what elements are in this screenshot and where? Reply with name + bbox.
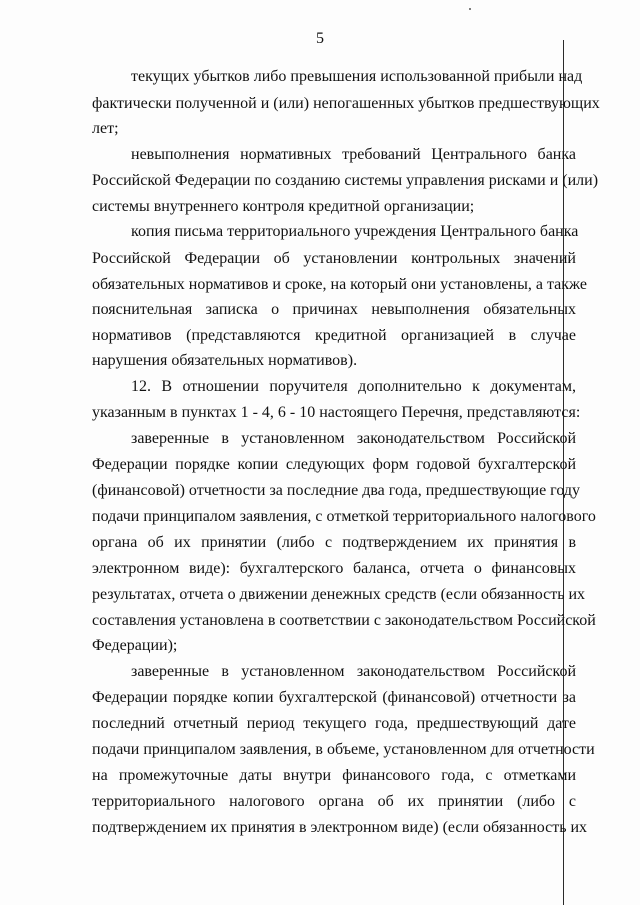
text-line: указанным в пунктах 1 - 4, 6 - 10 настоящего Перечня, представляются: [92, 404, 581, 421]
text-line: органа об их принятии (либо с подтверждением их принятия в [92, 534, 576, 551]
text-line: заверенные в установленном законодательством Российской [131, 663, 576, 680]
text-line: лет; [92, 120, 119, 137]
text-line: невыполнения нормативных требований Центрального банка [131, 146, 576, 163]
text-line: последний отчетный период текущего года, предшествующий дате [92, 715, 576, 732]
text-line: фактически полученной и (или) непогашенных убытков предшествующих [92, 95, 600, 112]
text-line: подачи принципалом заявления, в объеме, установленном для отчетности [92, 741, 595, 758]
text-line: (финансовой) отчетности за последние два года, предшествующие году [92, 482, 581, 499]
text-line: нормативов (представляются кредитной организацией в случае [92, 327, 576, 344]
text-line: копия письма территориального учреждения Центрального банка [131, 223, 579, 240]
text-line: результатах, отчета о движении денежных средств (если обязанность их [92, 586, 586, 603]
text-line: Российской Федерации об установлении контрольных значений [92, 250, 576, 267]
text-line: электронном виде): бухгалтерского баланса, отчета о финансовых [92, 560, 576, 577]
text-line: пояснительная записка о причинах невыполнения обязательных [92, 301, 576, 318]
text-line: Российской Федерации по созданию системы управления рисками и (или) [92, 172, 599, 189]
text-line: подачи принципалом заявления, с отметкой территориального налогового [92, 508, 596, 525]
text-line: нарушения обязательных нормативов). [92, 352, 358, 369]
text-line: Федерации порядке копии бухгалтерской (финансовой) отчетности за [92, 689, 576, 706]
text-line: на промежуточные даты внутри финансового года, с отметками [92, 767, 576, 784]
text-line: подтверждением их принятия в электронном виде) (если обязанность их [92, 819, 588, 836]
text-line: Федерации порядке копии следующих форм годовой бухгалтерской [92, 456, 576, 473]
text-line: обязательных нормативов и сроке, на который они установлены, а также [92, 276, 587, 293]
text-line: составления установлена в соответствии с законодательством Российской [92, 612, 596, 629]
text-line: территориального налогового органа об их принятии (либо с [92, 793, 576, 810]
page-number: 5 [316, 30, 324, 47]
section-12-heading-line: 12. В отношении поручителя дополнительно к документам, [131, 378, 576, 395]
text-line: Федерации); [92, 637, 178, 654]
text-line: текущих убытков либо превышения использованной прибыли над [131, 68, 583, 85]
text-line: системы внутреннего контроля кредитной организации; [92, 198, 475, 215]
scan-speck [469, 8, 471, 10]
text-line: заверенные в установленном законодательством Российской [131, 430, 576, 447]
